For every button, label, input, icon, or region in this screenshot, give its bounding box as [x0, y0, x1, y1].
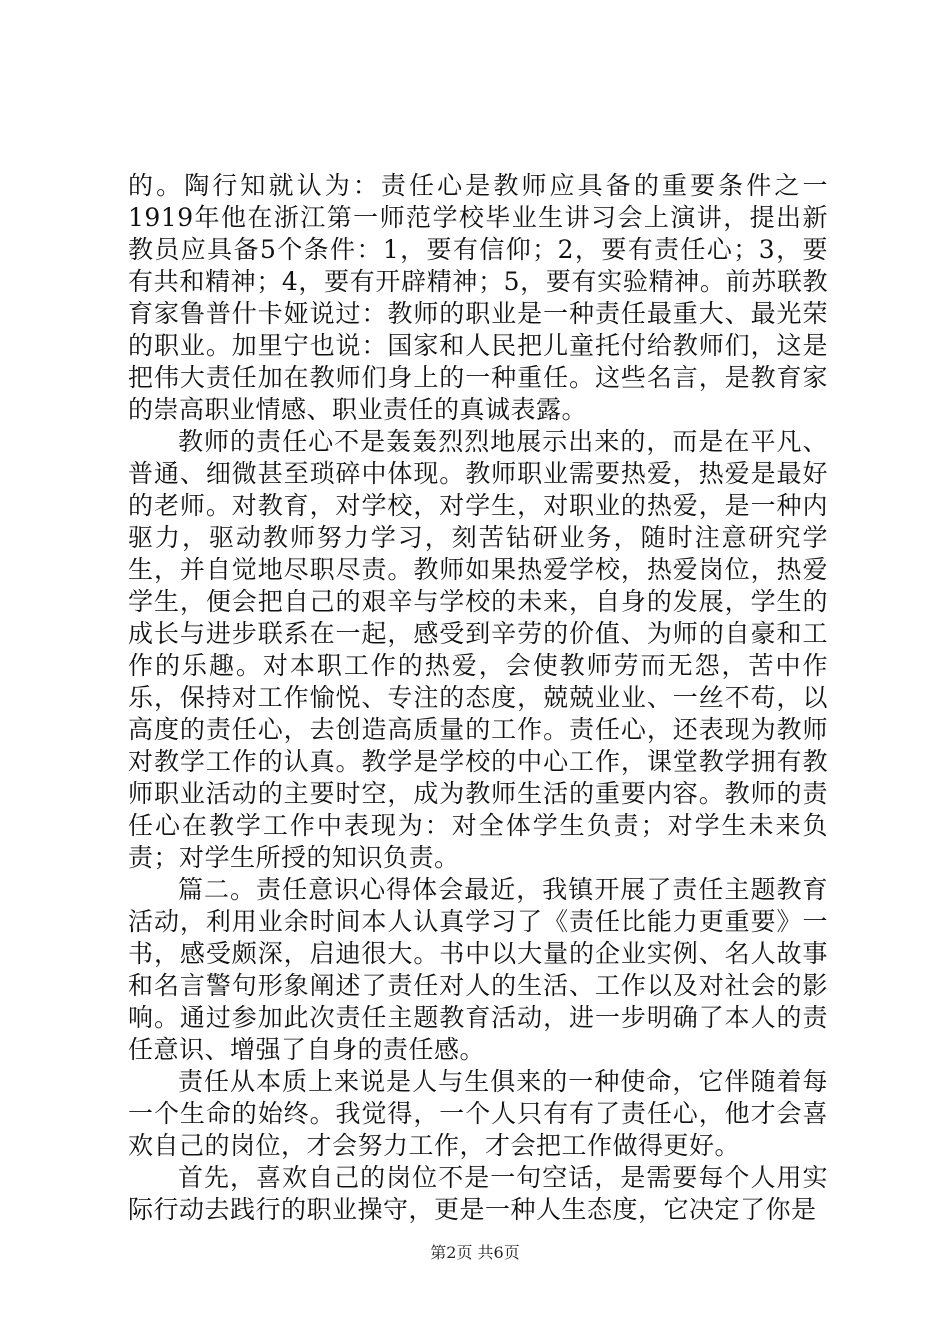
page-footer: 第2页 共6页	[430, 1243, 520, 1262]
paragraph-2: 教师的责任心不是轰轰烈烈地展示出来的，而是在平凡、普通、细微甚至琐碎中体现。教师职业需要热爱，热爱是最好的老师。对教育，对学校，对学生，对职业的热爱，是一种内驱力，驱动教师努力学习，刻苦钻研业务，随时注意研究学生，并自觉地尽职尽责。教师如果热爱学校，热爱岗位，热爱学生，便会把自己的艰辛与学校的未来，自身的发展，学生的成长与进步联系在一起，感受到辛劳的价值、为师的自豪和工作的乐趣。对本职工作的热爱，会使教师劳而无怨，苦中作乐，保持对工作愉悦、专注的态度，兢兢业业、一丝不苟，以高度的责任心，去创造高质量的工作。责任心，还表现为教师对教学工作的认真。教学是学校的中心工作，课堂教学拥有教师职业活动的主要时空，成为教师生活的重要内容。教师的责任心在教学工作中表现为：对全体学生负责；对学生未来负责；对学生所授的知识负责。	[128, 427, 828, 872]
document-body	[128, 170, 828, 1226]
paragraph-5: 首先，喜欢自己的岗位不是一句空话，是需要每个人用实际行动去践行的职业操守，更是一种人生态度，它决定了你是	[128, 1163, 828, 1224]
paragraph-4: 责任从本质上来说是人与生俱来的一种使命，它伴随着每一个生命的始终。我觉得，一个人只有有了责任心，他才会喜欢自己的岗位，才会努力工作，才会把工作做得更好。	[128, 1067, 828, 1160]
paragraph-3: 篇二。责任意识心得体会最近，我镇开展了责任主题教育活动，利用业余时间本人认真学习了《责任比能力更重要》一书，感受颇深，启迪很大。书中以大量的企业实例、名人故事和名言警句形象阐述了责任对人的生活、工作以及对社会的影响。通过参加此次责任主题教育活动，进一步明确了本人的责任意识、增强了自身的责任感。	[128, 875, 828, 1064]
paragraph-1: 的。陶行知就认为：责任心是教师应具备的重要条件之一1919年他在浙江第一师范学校毕业生讲习会上演讲，提出新教员应具备5个条件：1，要有信仰；2，要有责任心；3，要有共和精神；4，要有开辟精神；5，要有实验精神。前苏联教育家鲁普什卡娅说过：教师的职业是一种责任最重大、最光荣的职业。加里宁也说：国家和人民把儿童托付给教师们，这是把伟大责任加在教师们身上的一种重任。这些名言，是教育家的崇高职业情感、职业责任的真诚表露。	[128, 171, 828, 424]
